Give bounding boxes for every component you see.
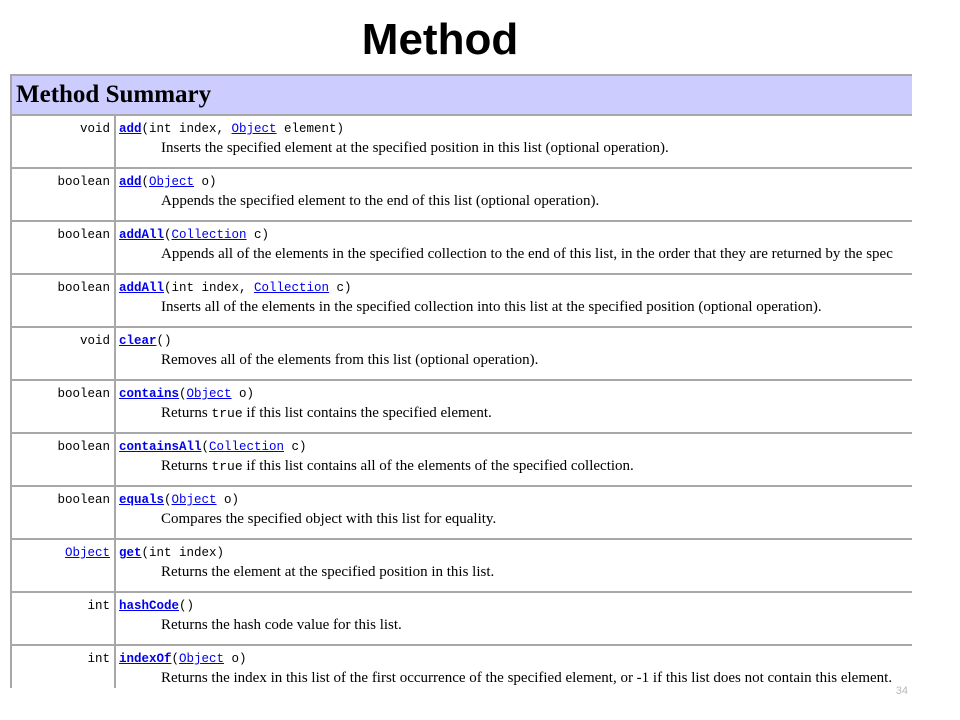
param-text: () <box>156 334 172 348</box>
method-summary-heading: Method Summary <box>16 81 212 108</box>
param-text: ( <box>179 387 187 401</box>
method-signature <box>119 226 912 244</box>
param-text: ( <box>201 440 210 454</box>
method-name-link[interactable]: equals <box>119 493 165 507</box>
return-type: int <box>87 652 110 666</box>
description-text: Returns <box>161 405 212 421</box>
method-description <box>119 297 912 317</box>
param-type-link[interactable]: Object <box>186 387 232 401</box>
return-type-cell <box>11 327 115 380</box>
method-description <box>119 403 912 424</box>
param-type-link[interactable]: Collection <box>171 228 247 242</box>
method-signature <box>119 597 912 615</box>
description-text: if this list contains the specified element. <box>242 405 492 421</box>
method-description <box>119 456 912 477</box>
param-text: ( <box>141 175 150 189</box>
param-type-link[interactable]: Collection <box>254 281 330 295</box>
method-description <box>119 668 912 688</box>
description-text: Returns the element at the specified position in this list. <box>161 564 495 580</box>
method-name-link[interactable]: clear <box>119 334 157 348</box>
return-type: boolean <box>57 228 110 242</box>
page-number: 34 <box>895 685 908 697</box>
method-summary-table <box>10 74 912 688</box>
method-summary-header-row <box>11 75 912 115</box>
param-text: (int index, <box>141 122 232 136</box>
method-signature <box>119 279 912 297</box>
return-type-cell <box>11 380 115 433</box>
method-description <box>119 244 912 264</box>
method-row <box>11 592 912 645</box>
method-detail-cell <box>115 221 912 274</box>
return-type-cell <box>11 433 115 486</box>
method-description <box>119 615 912 635</box>
param-text: (int index) <box>141 546 225 560</box>
param-text: o) <box>194 175 217 189</box>
method-signature <box>119 385 912 403</box>
return-type-cell <box>11 486 115 539</box>
method-name-link[interactable]: containsAll <box>119 440 202 454</box>
method-row <box>11 168 912 221</box>
slide-title: Method <box>361 15 519 64</box>
method-description <box>119 191 912 211</box>
method-row <box>11 221 912 274</box>
method-detail-cell <box>115 168 912 221</box>
param-text: element) <box>276 122 345 136</box>
method-description <box>119 509 912 529</box>
method-detail-cell <box>115 115 912 168</box>
return-type-cell <box>11 168 115 221</box>
description-text: Compares the specified object with this list for equality. <box>161 511 497 527</box>
return-type-cell <box>11 115 115 168</box>
method-signature <box>119 491 912 509</box>
method-name-link[interactable]: indexOf <box>119 652 172 666</box>
return-type: boolean <box>57 387 110 401</box>
param-type-link[interactable]: Object <box>171 493 217 507</box>
method-detail-cell <box>115 433 912 486</box>
return-type: int <box>87 599 110 613</box>
method-row <box>11 380 912 433</box>
method-signature <box>119 173 912 191</box>
description-text: Removes all of the elements from this list (optional operation). <box>161 352 539 368</box>
javadoc-screenshot <box>8 74 912 688</box>
param-text: c) <box>284 440 307 454</box>
param-type-link[interactable]: Object <box>179 652 225 666</box>
method-row <box>11 539 912 592</box>
method-name-link[interactable]: hashCode <box>119 599 180 613</box>
return-type-link[interactable]: Object <box>64 546 110 560</box>
method-name-link[interactable]: addAll <box>119 228 165 242</box>
param-text: c) <box>329 281 352 295</box>
description-text: Returns the hash code value for this list. <box>161 617 402 633</box>
return-type-cell <box>11 539 115 592</box>
method-row <box>11 486 912 539</box>
method-description <box>119 350 912 370</box>
param-text: o) <box>224 652 247 666</box>
method-description <box>119 562 912 582</box>
description-text: Inserts the specified element at the specified position in this list (optional operation). <box>161 140 669 156</box>
description-text: Returns <box>161 458 212 474</box>
return-type: boolean <box>57 281 110 295</box>
return-type: boolean <box>57 493 110 507</box>
description-text: Returns the index in this list of the first occurrence of the specified element, or -1 if this list does not contain this element. <box>161 670 893 686</box>
method-detail-cell <box>115 327 912 380</box>
return-type: boolean <box>57 175 110 189</box>
method-description <box>119 138 912 158</box>
method-row <box>11 327 912 380</box>
method-detail-cell <box>115 645 912 688</box>
method-name-link[interactable]: add <box>119 175 142 189</box>
param-text: ( <box>171 652 180 666</box>
method-row <box>11 645 912 688</box>
param-text: ( <box>164 228 172 242</box>
method-detail-cell <box>115 592 912 645</box>
param-type-link[interactable]: Collection <box>209 440 285 454</box>
method-row <box>11 115 912 168</box>
return-type-cell <box>11 645 115 688</box>
param-text: o) <box>231 387 255 401</box>
param-type-link[interactable]: Object <box>231 122 277 136</box>
return-type: void <box>79 334 110 348</box>
method-detail-cell <box>115 539 912 592</box>
param-text: c) <box>246 228 270 242</box>
description-text: Appends all of the elements in the specified collection to the end of this list, in the order that they are returned by the spec <box>161 246 893 262</box>
code-literal: true <box>211 459 243 474</box>
description-text: if this list contains all of the elements of the specified collection. <box>242 458 634 474</box>
return-type-cell <box>11 274 115 327</box>
method-name-link[interactable]: contains <box>119 387 180 401</box>
param-text: (int index, <box>164 281 255 295</box>
method-signature <box>119 544 912 562</box>
return-type: void <box>79 122 110 136</box>
method-signature <box>119 438 912 456</box>
param-text: o) <box>216 493 240 507</box>
method-name-link[interactable]: get <box>119 546 142 560</box>
description-text: Appends the specified element to the end of this list (optional operation). <box>161 193 600 209</box>
method-signature <box>119 332 912 350</box>
return-type-cell <box>11 221 115 274</box>
return-type: boolean <box>57 440 110 454</box>
param-text: () <box>179 599 195 613</box>
method-name-link[interactable]: add <box>119 122 142 136</box>
method-detail-cell <box>115 380 912 433</box>
method-row <box>11 274 912 327</box>
method-signature <box>119 650 912 668</box>
description-text: Inserts all of the elements in the specified collection into this list at the specified position (optional operation). <box>161 299 822 315</box>
method-detail-cell <box>115 274 912 327</box>
method-row <box>11 433 912 486</box>
param-text: ( <box>164 493 172 507</box>
method-detail-cell <box>115 486 912 539</box>
code-literal: true <box>211 406 243 421</box>
method-name-link[interactable]: addAll <box>119 281 165 295</box>
return-type-cell <box>11 592 115 645</box>
method-signature <box>119 120 912 138</box>
param-type-link[interactable]: Object <box>149 175 195 189</box>
